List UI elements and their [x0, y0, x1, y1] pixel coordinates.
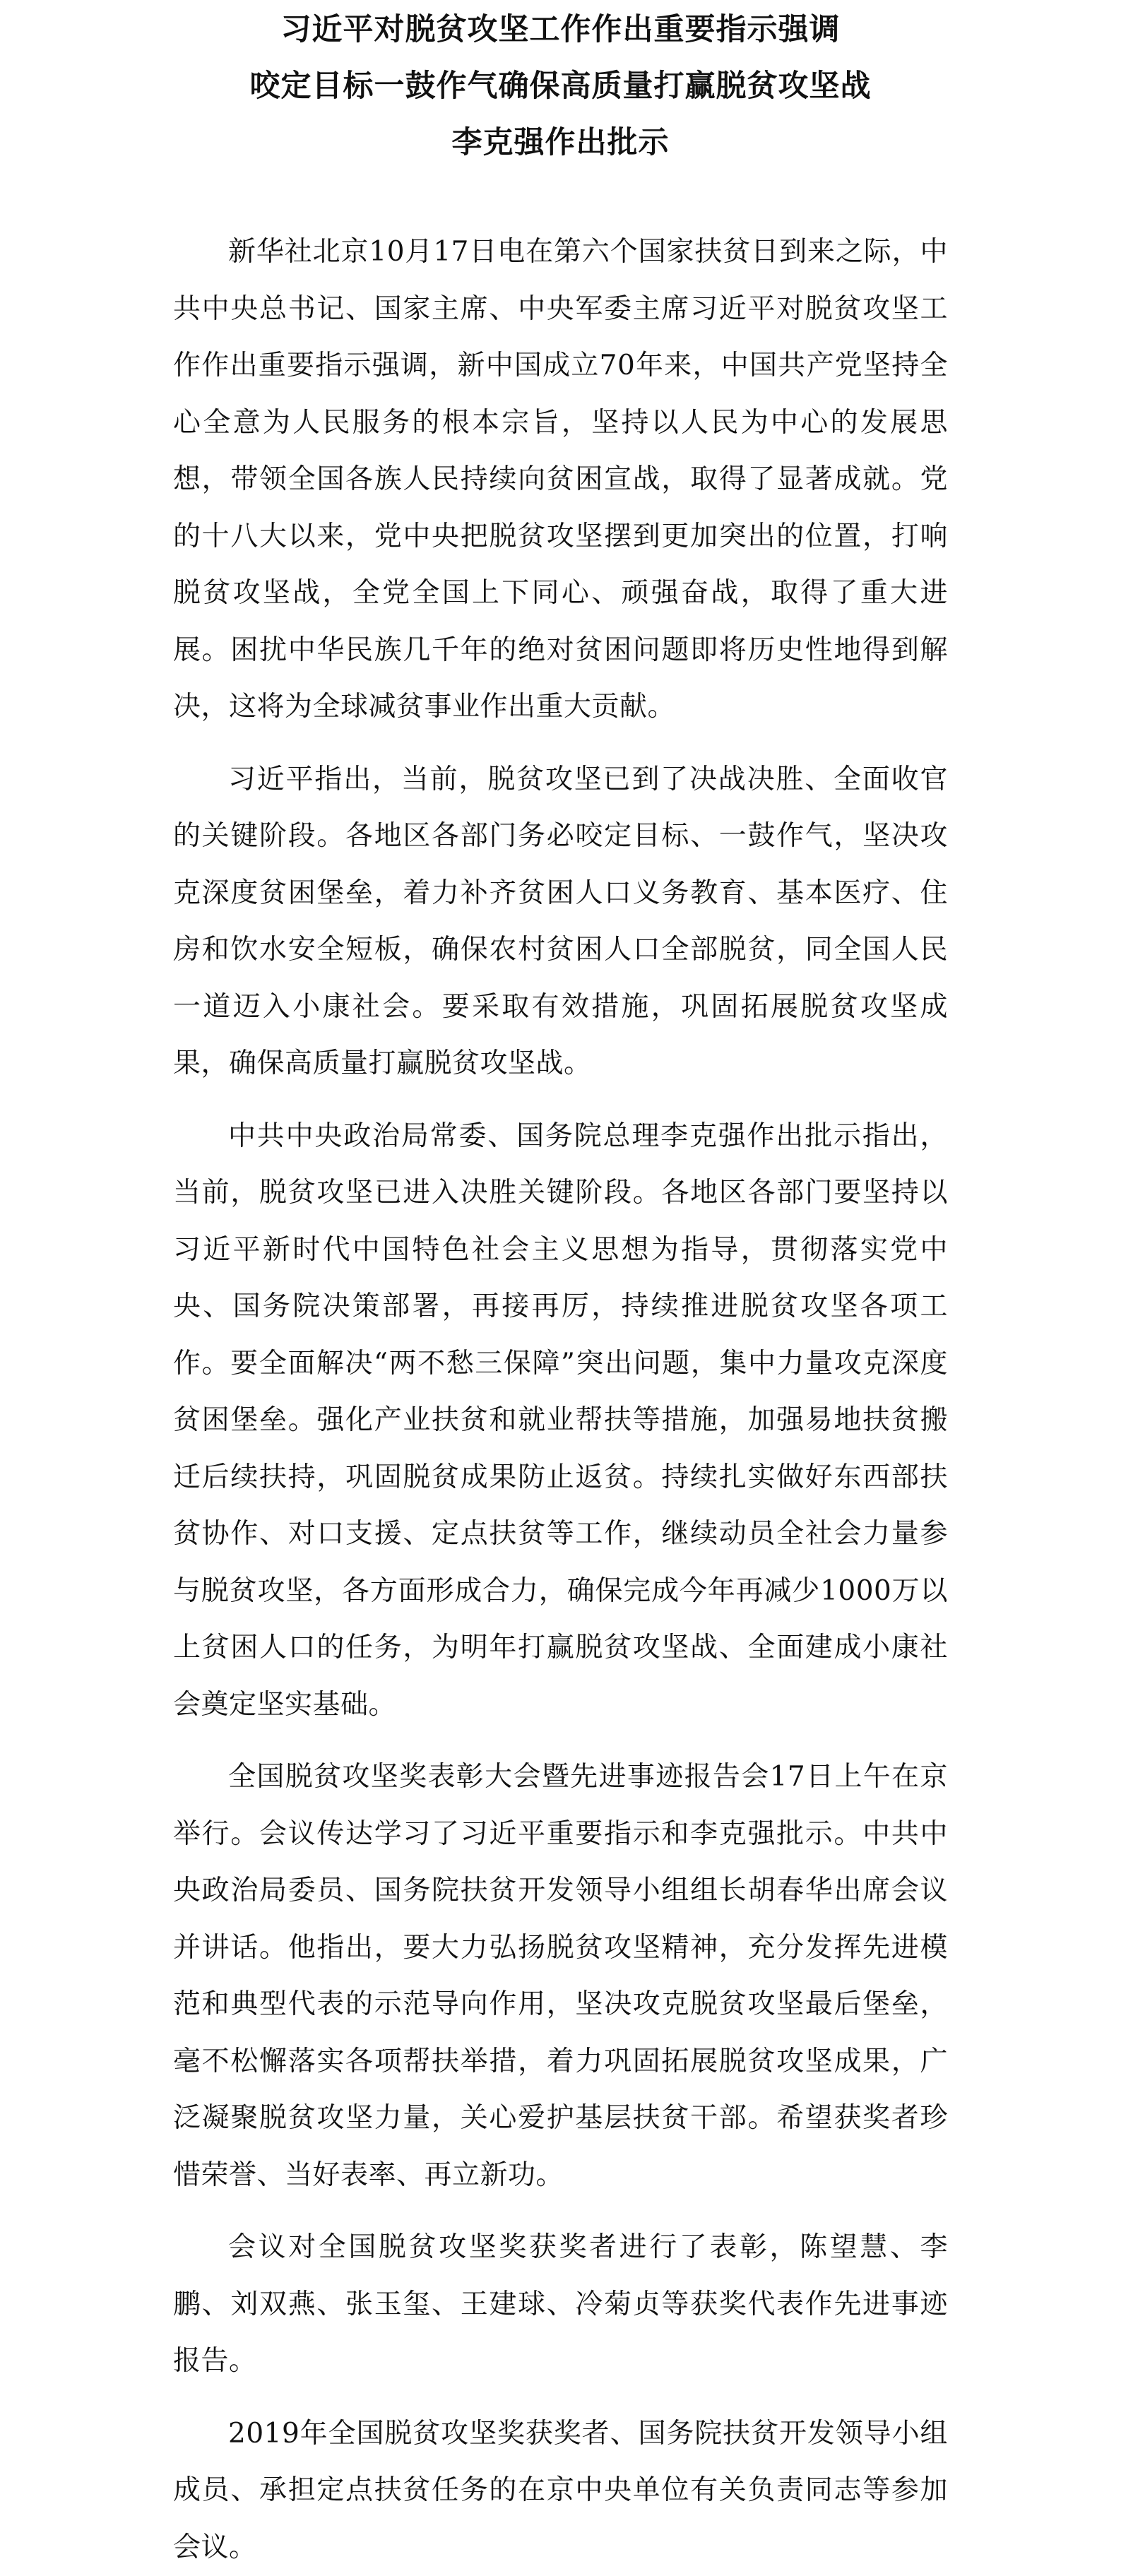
- paragraph-awards: 会议对全国脱贫攻坚奖获奖者进行了表彰，陈望慧、李鹏、刘双燕、张玉玺、王建球、冷菊贞等获奖代表作先进事迹报告。: [173, 2219, 948, 2390]
- article-body: [173, 224, 948, 2576]
- paragraph-conference: 全国脱贫攻坚奖表彰大会暨先进事迹报告会17日上午在京举行。会议传达学习了习近平重要指示和李克强批示。中共中央政治局委员、国务院扶贫开发领导小组组长胡春华出席会议并讲话。他指出，要大力弘扬脱贫攻坚精神，充分发挥先进模范和典型代表的示范导向作用，坚决攻克脱贫攻坚最后堡垒，毫不松懈落实各项帮扶举措，着力巩固拓展脱贫攻坚成果，广泛凝聚脱贫攻坚力量，关心爱护基层扶贫干部。希望获奖者珍惜荣誉、当好表率、再立新功。: [173, 1749, 948, 2204]
- paragraph-attendees: 2019年全国脱贫攻坚奖获奖者、国务院扶贫开发领导小组成员、承担定点扶贫任务的在京中央单位有关负责同志等参加会议。: [173, 2406, 948, 2576]
- paragraph-lead: 新华社北京10月17日电在第六个国家扶贫日到来之际，中共中央总书记、国家主席、中央军委主席习近平对脱贫攻坚工作作出重要指示强调，新中国成立70年来，中国共产党坚持全心全意为人民服务的根本宗旨，坚持以人民为中心的发展思想，带领全国各族人民持续向贫困宣战，取得了显著成就。党的十八大以来，党中央把脱贫攻坚摆到更加突出的位置，打响脱贫攻坚战，全党全国上下同心、顽强奋战，取得了重大进展。困扰中华民族几千年的绝对贫困问题即将历史性地得到解决，这将为全球减贫事业作出重大贡献。: [173, 224, 948, 736]
- headline-block: [173, 0, 948, 171]
- paragraph-xi-instructions: 习近平指出，当前，脱贫攻坚已到了决战决胜、全面收官的关键阶段。各地区各部门务必咬定目标、一鼓作气，坚决攻克深度贫困堡垒，着力补齐贫困人口义务教育、基本医疗、住房和饮水安全短板，确保农村贫困人口全部脱贫，同全国人民一道迈入小康社会。要采取有效措施，巩固拓展脱贫攻坚成果，确保高质量打赢脱贫攻坚战。: [173, 752, 948, 1093]
- main-headline: 习近平对脱贫攻坚工作作出重要指示强调: [173, 1, 948, 58]
- paragraph-li-comments: 中共中央政治局常委、国务院总理李克强作出批示指出，当前，脱贫攻坚已进入决胜关键阶段。各地区各部门要坚持以习近平新时代中国特色社会主义思想为指导，贯彻落实党中央、国务院决策部署，再接再厉，持续推进脱贫攻坚各项工作。要全面解决“两不愁三保障”突出问题，集中力量攻克深度贫困堡垒。强化产业扶贫和就业帮扶等措施，加强易地扶贫搬迁后续扶持，巩固脱贫成果防止返贫。持续扎实做好东西部扶贫协作、对口支援、定点扶贫等工作，继续动员全社会力量参与脱贫攻坚，各方面形成合力，确保完成今年再减少1000万以上贫困人口的任务，为明年打赢脱贫攻坚战、全面建成小康社会奠定坚实基础。: [173, 1108, 948, 1734]
- secondary-headline: 李克强作出批示: [173, 114, 948, 171]
- sub-headline: 咬定目标一鼓作气确保高质量打赢脱贫攻坚战: [173, 58, 948, 114]
